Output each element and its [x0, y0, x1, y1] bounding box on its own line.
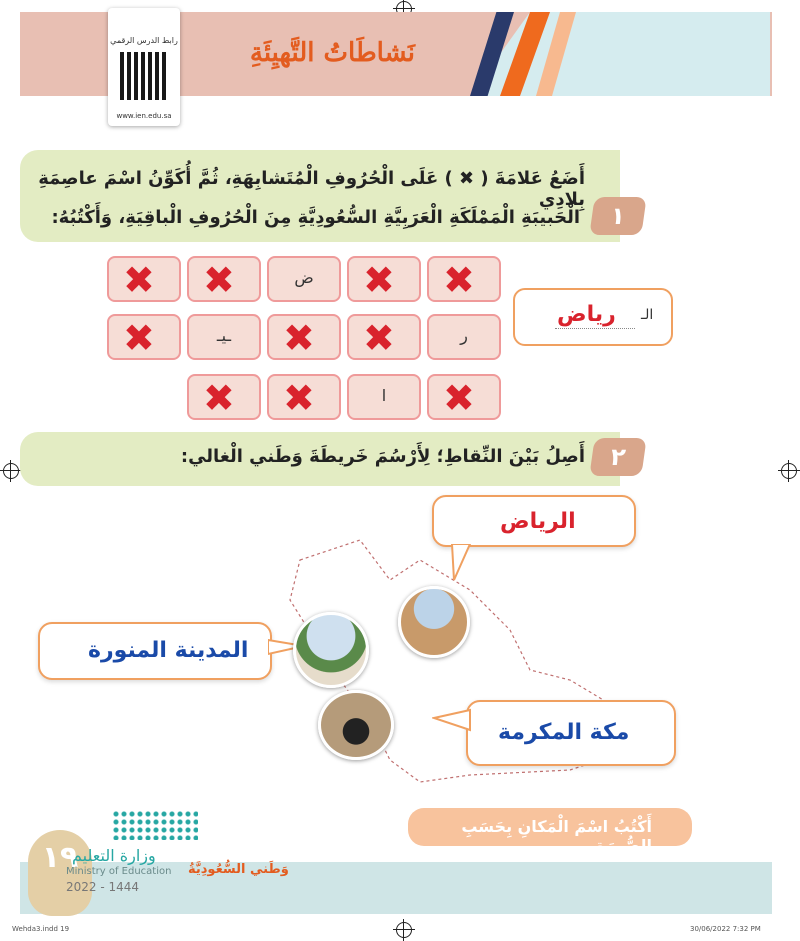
letter-tile[interactable] — [427, 256, 501, 302]
tile-letter: ـيـ — [216, 326, 232, 345]
activity1-number: ١ — [589, 197, 646, 235]
riyadh-fort-photo — [398, 586, 470, 658]
answer-box[interactable] — [513, 288, 673, 346]
answer-text: رياض — [557, 302, 616, 327]
note-pill — [408, 808, 692, 855]
activity1-line1: أَضَعُ عَلامَةَ ( ✖ ) عَلَى الْحُرُوفِ الْمُتَشابِهَةِ، ثُمَّ أُكَوِّنُ اسْمَ عاصِمَةِ بِلادِي — [38, 168, 585, 210]
callout-madinah-text: المدينة المنورة — [88, 638, 249, 663]
letter-tile[interactable] — [267, 256, 341, 302]
letter-tile[interactable] — [267, 314, 341, 360]
activity2-number: ٢ — [589, 438, 646, 476]
x-mark-icon: ✖ — [443, 258, 475, 302]
letter-tile[interactable] — [187, 256, 261, 302]
x-mark-icon: ✖ — [363, 316, 395, 360]
file-info-left: Wehda3.indd 19 — [12, 925, 70, 933]
letter-tile[interactable] — [347, 256, 421, 302]
ministry-logo-icon — [112, 810, 198, 840]
registration-mark-bottom — [396, 922, 412, 938]
activity2-instruction: أَصِلُ بَيْنَ النِّقاطِ؛ لِأَرْسُمَ خَريطَةَ وَطَني الْغالي: — [180, 446, 585, 467]
registration-mark-left — [3, 463, 19, 479]
x-mark-icon: ✖ — [203, 376, 235, 420]
activity1-line2: الْحَبيبَةِ الْمَمْلَكَةِ الْعَرَبِيَّةِ السُّعُودِيَّةِ مِنَ الْحُرُوفِ الْباقِيَةِ، وَأَكْتُبُهُ: — [51, 207, 580, 228]
callout-makkah-text: مكة المكرمة — [498, 720, 630, 745]
x-mark-icon: ✖ — [123, 316, 155, 360]
makkah-kaaba-photo — [318, 690, 394, 760]
slogan: وَطَني السُّعُودِيَّةُ — [188, 862, 289, 877]
ministry-name-ar: وزارة التعليم — [72, 846, 156, 865]
callout-riyadh[interactable] — [432, 495, 636, 547]
note-text: أَكْتُبُ اسْمَ الْمَكانِ بِحَسَبِ الصُّورَةِ. — [461, 817, 652, 855]
x-mark-icon: ✖ — [203, 258, 235, 302]
qr-card[interactable] — [108, 8, 180, 126]
qr-url: www.ien.edu.sa — [116, 112, 172, 120]
answer-prefix: الـ — [641, 307, 654, 323]
qr-label: رابط الدرس الرقمي — [110, 36, 178, 45]
x-mark-icon: ✖ — [443, 376, 475, 420]
page-number: ١٩ — [41, 840, 79, 875]
answer-dotted-line — [555, 328, 635, 329]
tile-letter: ر — [460, 326, 468, 345]
letter-tile[interactable] — [347, 374, 421, 420]
tile-letter: ض — [294, 268, 314, 287]
letter-tile[interactable] — [347, 314, 421, 360]
file-info-right: 30/06/2022 7:32 PM — [690, 925, 761, 933]
ministry-name-en: Ministry of Education — [66, 866, 172, 877]
letter-tile[interactable] — [427, 314, 501, 360]
page-title: نَشاطَاتُ التَّهيِئَةِ — [249, 38, 415, 68]
x-mark-icon: ✖ — [283, 376, 315, 420]
registration-mark-right — [781, 463, 797, 479]
year-text: 2022 - 1444 — [66, 880, 140, 894]
letter-tile[interactable] — [267, 374, 341, 420]
letter-tile[interactable] — [107, 256, 181, 302]
qr-code-icon — [120, 52, 168, 100]
callout-riyadh-text: الرياض — [500, 509, 576, 534]
letter-tile[interactable] — [427, 374, 501, 420]
callout-makkah[interactable] — [466, 700, 676, 766]
callout-madinah[interactable] — [38, 622, 272, 680]
x-mark-icon: ✖ — [363, 258, 395, 302]
letter-tile[interactable] — [107, 314, 181, 360]
callout-makkah-tail — [432, 706, 472, 736]
letter-tile[interactable] — [187, 374, 261, 420]
x-mark-icon: ✖ — [123, 258, 155, 302]
tile-letter: ا — [381, 386, 387, 405]
callout-riyadh-tail — [448, 544, 478, 584]
x-mark-icon: ✖ — [283, 316, 315, 360]
madinah-mosque-photo — [293, 612, 369, 688]
letter-tile[interactable] — [187, 314, 261, 360]
